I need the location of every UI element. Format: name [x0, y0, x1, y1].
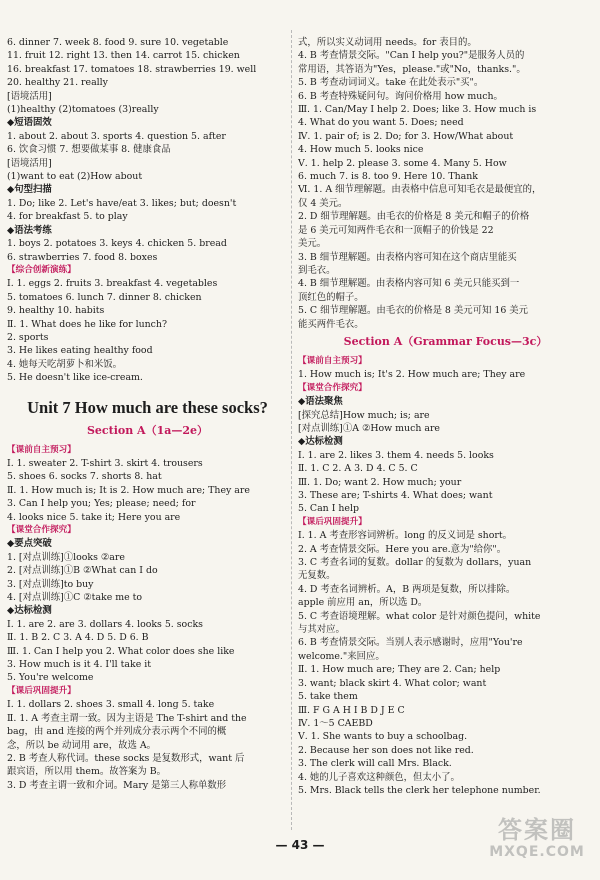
answer-line: apple 前应用 an，所以选 D。 [298, 597, 428, 609]
answer-line: 是 6 美元可知两件毛衣和一顶帽子的价钱是 22 [298, 224, 494, 236]
answer-line: 4. looks nice 5. take it; Here you are [7, 511, 181, 523]
subheading: ◆达标检测 [298, 436, 343, 448]
answer-line: 20. healthy 21. really [7, 77, 108, 89]
answer-line: 4. [对点训练]①C ②take me to [7, 592, 143, 604]
right-answers-top [298, 36, 593, 331]
answer-line: 4. What do you want 5. Does; need [298, 117, 464, 129]
answer-line: Ⅰ. 1. A 考查形容词辨析。long 的反义词是 short。 [298, 530, 512, 542]
answer-line: Ⅰ. 1. dollars 2. shoes 3. small 4. long 5. take [7, 699, 215, 711]
answer-line: 2. Because her son does not like red. [298, 744, 474, 756]
answer-line: 顶红色的帽子。 [298, 291, 364, 303]
answer-line: 9. healthy 10. habits [7, 305, 105, 317]
left-column [7, 30, 288, 792]
answer-line: 5. You're welcome [7, 672, 94, 684]
answer-line: Ⅰ. 1. sweater 2. T-shirt 3. skirt 4. trousers [7, 457, 203, 469]
answer-line: 1. How much is; It's 2. How much are; They are [298, 369, 526, 381]
answer-line: Ⅲ. 1. Can I help you 2. What color does she like [7, 645, 235, 657]
answer-line: Ⅲ. F G A H I B D J E C [298, 704, 405, 716]
answer-line: 式，所以实义动词用 needs。for 表目的。 [298, 37, 477, 48]
answer-line: Ⅱ. 1. C 2. A 3. D 4. C 5. C [298, 463, 418, 475]
section-heading: 【课前自主预习】 [7, 444, 76, 455]
answer-line: 到毛衣。 [298, 264, 336, 276]
right-column [298, 30, 593, 797]
answer-line: Ⅱ. 1. How much is; It is 2. How much are; They are [7, 484, 250, 496]
answer-line: Ⅲ. 1. Do; want 2. How much; your [298, 476, 462, 488]
answer-line: 2. D 细节理解题。由毛衣的价格是 8 美元和帽子的价格 [298, 211, 530, 223]
page-number: — 43 — [275, 838, 325, 852]
answer-line: 1. about 2. about 3. sports 4. question 5. after [7, 130, 226, 142]
answer-line: 6. strawberries 7. food 8. boxes [7, 251, 158, 263]
subheading: ◆句型扫描 [7, 184, 52, 196]
answer-line: 无复数。 [298, 570, 336, 582]
answer-line: 5. tomatoes 6. lunch 7. dinner 8. chicken [7, 291, 202, 303]
answer-line: 5. He doesn't like ice-cream. [7, 372, 143, 384]
answer-line: 3. Can I help you; Yes; please; need; for [7, 498, 196, 510]
answer-line: 4. B 细节理解题。由表格内容可知 6 美元只能买到一 [298, 278, 520, 290]
subheading: ◆短语固效 [7, 117, 52, 129]
right-answers-bottom [298, 355, 593, 797]
answer-line: 5. B 考查动词词义。take 在此处表示"买"。 [298, 77, 484, 89]
answer-line: 2. sports [7, 331, 49, 343]
section-title-1a-2e: Section A（1a—2e） [86, 423, 209, 437]
answer-line: 3. The clerk will call Mrs. Black. [298, 758, 452, 770]
answer-line: 3. These are; T-shirts 4. What does; want [298, 490, 493, 501]
answer-line: 美元。 [298, 238, 327, 250]
answer-line: Ⅳ. 1. pair of; is 2. Do; for 3. How/What about [298, 130, 514, 142]
answer-line: [语境活用] [7, 157, 52, 169]
answer-line: 1. [对点训练]①looks ②are [7, 551, 125, 563]
answer-line: 跟宾语，所以用 them。故答案为 B。 [7, 766, 166, 778]
answer-line: 4. 她每天吃胡萝卜和米饭。 [7, 358, 123, 370]
answer-line: Ⅱ. 1. A 考查主谓一致。因为主语是 The T-shirt and the [7, 712, 247, 724]
answer-line: 3. B 细节理解题。由表格内容可知在这个商店里能买 [298, 251, 517, 263]
answer-line: 5. C 考查语境理解。what color 是针对颜色提问，white [298, 610, 541, 622]
answer-line: 3. want; black skirt 4. What color; want [298, 677, 487, 689]
answer-line: 3. How much is it 4. I'll take it [7, 659, 151, 671]
answer-line: Ⅰ. 1. eggs 2. fruits 3. breakfast 4. vegetables [7, 278, 218, 290]
answer-line: 2. B 考查人称代词。these socks 是复数形式，want 后 [7, 752, 245, 764]
answer-line: Ⅱ. 1. How much are; They are 2. Can; help [298, 664, 501, 676]
answer-line: (1)want to eat (2)How about [7, 171, 143, 183]
answer-line: Ⅳ. 1～5 CAEBD [298, 717, 373, 729]
section-heading: 【课前自主预习】 [298, 355, 367, 366]
answer-line: Ⅵ. 1. A 细节理解题。由表格中信息可知毛衣是最便宜的， [298, 184, 542, 196]
answer-line: [语境活用] [7, 90, 52, 102]
answer-line: Ⅴ. 1. She wants to buy a schoolbag. [298, 731, 468, 743]
answer-line: Ⅱ. 1. What does he like for lunch? [7, 318, 167, 330]
subheading: ◆达标检测 [7, 605, 52, 617]
answer-line: 4. B 考查情景交际。"Can I help you?"是服务人员的 [298, 50, 525, 62]
answer-line: Ⅰ. 1. are 2. are 3. dollars 4. looks 5. socks [7, 618, 203, 630]
answer-line: 3. D 考查主谓一致和介词。Mary 是第三人称单数形 [7, 779, 227, 791]
answer-line: [对点训练]①A ②How much are [298, 422, 440, 434]
answer-line: 1. Do; like 2. Let's have/eat 3. likes; but; doesn't [7, 197, 237, 209]
answer-line: 1. boys 2. potatoes 3. keys 4. chicken 5. bread [7, 238, 227, 250]
answer-line: 与其对应。 [298, 624, 345, 636]
answer-line: 6. 饮食习惯 7. 想要做某事 8. 健康食品 [7, 144, 171, 156]
answer-line: 仅 4 美元。 [298, 197, 348, 209]
answer-line: 6. much 7. is 8. too 9. Here 10. Thank [298, 171, 478, 183]
left-answers-bottom [7, 444, 288, 793]
answer-line: 11. fruit 12. right 13. then 14. carrot 15. chicken [7, 50, 240, 62]
answer-line: 16. breakfast 17. tomatoes 18. strawberries 19. well [7, 63, 257, 75]
answer-line: 3. He likes eating healthy food [7, 345, 153, 357]
section-title-grammar-focus: Section A（Grammar Focus—3c） [343, 334, 548, 348]
answer-line: bag，由 and 连接的两个并列成分表示两个不同的概 [7, 726, 227, 738]
section-heading: 【课后巩固提升】 [7, 685, 76, 696]
answer-line: 6. B 考查特殊疑问句。询问价格用 how much。 [298, 90, 503, 102]
answer-line: 5. shoes 6. socks 7. shorts 8. hat [7, 471, 162, 483]
answer-line: 4. for breakfast 5. to play [7, 211, 128, 223]
answer-line: 2. A 考查情景交际。Here you are.意为"给你"。 [298, 543, 507, 555]
answer-line: 2. [对点训练]①B ②What can I do [7, 565, 158, 577]
answer-line: 5. take them [298, 691, 358, 703]
answer-line: 5. Can I help [298, 503, 359, 515]
answer-line: 能买两件毛衣。 [298, 318, 364, 330]
subheading: ◆语法考练 [7, 224, 52, 236]
answer-line: welcome."来回应。 [298, 650, 385, 662]
answer-line: Ⅴ. 1. help 2. please 3. some 4. Many 5. How [298, 157, 507, 169]
answer-line: 3. [对点训练]to buy [7, 578, 94, 590]
answer-line: 5. C 细节理解题。由毛衣的价格是 8 美元可知 16 美元 [298, 305, 529, 317]
answer-line: 4. D 考查名词辨析。A，B 两项是复数，所以排除。 [298, 583, 516, 595]
answer-line: (1)healthy (2)tomatoes (3)really [7, 104, 159, 116]
subheading: ◆要点突破 [7, 538, 52, 550]
answer-line: Ⅲ. 1. Can/May I help 2. Does; like 3. How much is [298, 104, 537, 116]
watermark-logo: 答案圈 MXQE.COM [489, 816, 585, 860]
column-divider [291, 30, 293, 830]
answer-line: Ⅰ. 1. are 2. likes 3. them 4. needs 5. looks [298, 449, 494, 461]
section-heading: 【课堂合作探究】 [7, 525, 76, 535]
section-heading: 【综合创新演练】 [7, 264, 76, 275]
answer-line: 6. B 考查情景交际。当别人表示感谢时，应用"You're [298, 637, 523, 649]
answer-line: 念，所以 be 动词用 are，故选 A。 [7, 739, 156, 751]
answer-line: [探究总结]How much; is; are [298, 409, 430, 421]
unit-title: Unit 7 How much are these socks? [27, 397, 268, 417]
subheading: ◆语法聚焦 [298, 396, 343, 408]
section-heading: 【课后巩固提升】 [298, 516, 367, 527]
answer-line: 5. Mrs. Black tells the clerk her telephone number. [298, 784, 541, 796]
answer-line: Ⅱ. 1. B 2. C 3. A 4. D 5. D 6. B [7, 632, 149, 644]
answer-line: 3. C 考查名词的复数。dollar 的复数为 dollars，yuan [298, 557, 532, 569]
section-heading: 【课堂合作探究】 [298, 382, 367, 393]
answer-line: 6. dinner 7. week 8. food 9. sure 10. vegetable [7, 37, 229, 48]
answer-line: 4. How much 5. looks nice [298, 144, 424, 156]
answer-line: 常用语，其答语为"Yes，please."或"No，thanks."。 [298, 63, 526, 75]
answer-line: 4. 她的儿子喜欢这种颜色，但太小了。 [298, 771, 460, 783]
left-answers-top [7, 36, 288, 385]
